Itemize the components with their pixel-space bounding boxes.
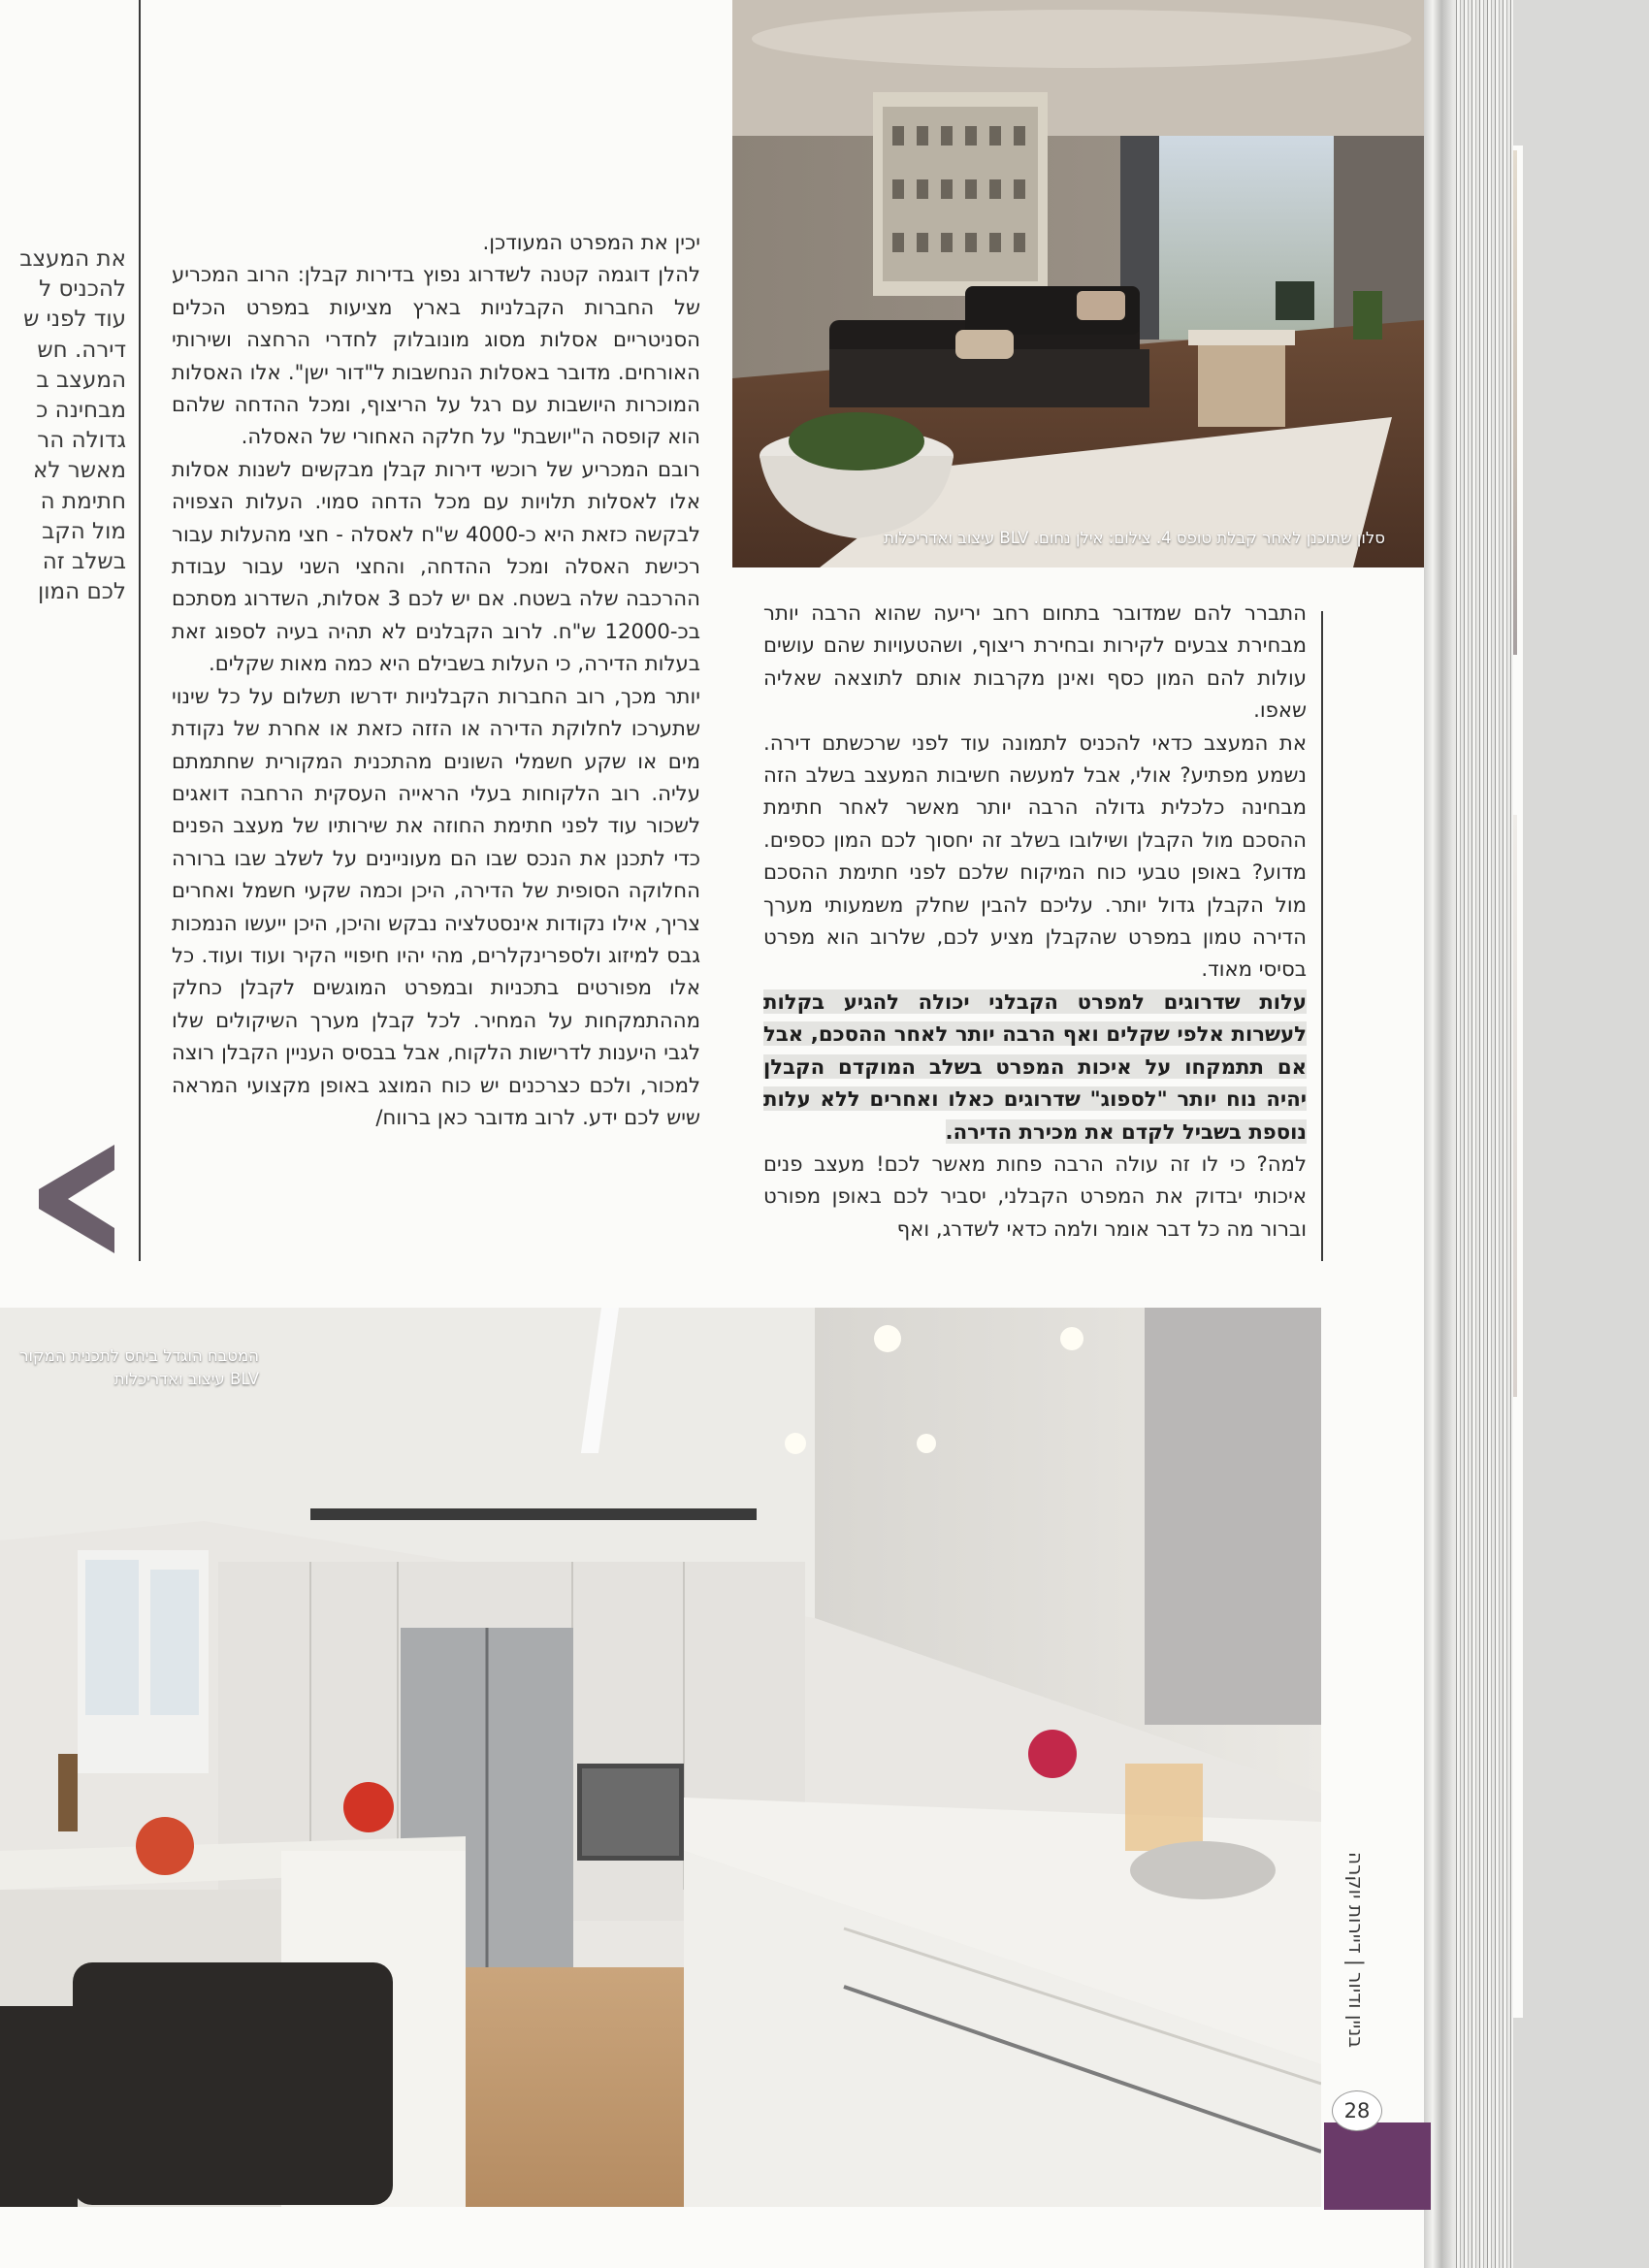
article-paragraph: את המעצב כדאי להכניס לתמונה עוד לפני שרכשתם דירה. נשמע מפתיע? אולי, אבל למעשה חשיבות המעצב בשלב הזה מבחינה כלכלית גדולה הרבה יותר מאשר לאחר חתימת ההסכם מול הקבלן ושילובו בשלב זה יחסוך לכם המון כספים. מדוע? באופן טבעי כוח המיקוח שלכם לפני חתימת ההסכם מול הקבלן גדול יותר. עליכם להבין שחלק משמעותי מערך הדירה טמון במפרט שהקבלן מציע לכם, שלרוב הוא מפרט בסיסי מאוד.	[763, 729, 1307, 982]
left-line: עוד לפני ש	[23, 307, 126, 333]
article-paragraph: רובם המכריע של רוכשי דירות קבלן מבקשים לשנות אסלות אלו לאסלות תלויות עם מכל הדחה סמוי. העלות הצפויה לבקשה כזאת היא כ-4000 ש"ח לאסלה - חצי מהעלות עבור רכישת האסלה ומכל ההדחה, והחצי השני עבור עבודת ההרכבה שלה בשטח. אם יש לכם 3 אסלות, השדרוג מסתכם בכ-12000 ש"ח. לרוב הקבלנים לא תהיה בעיה לספוג זאת בעלות הדירה, כי העלות בשבילם היא כמה מאות שקלים.	[172, 456, 700, 676]
page-spine	[1424, 0, 1453, 2268]
folio-color-block	[1324, 2122, 1431, 2210]
left-line: מבחינה כ	[36, 398, 126, 424]
kitchen-illustration	[0, 1308, 1321, 2207]
left-line: המעצב ב	[36, 367, 126, 393]
left-line: בשלב זה	[42, 549, 126, 575]
living-room-photo	[732, 0, 1424, 567]
chevron-left-icon	[39, 1145, 114, 1253]
left-line: מאשר לא	[32, 458, 126, 484]
left-line: מול הקב	[42, 518, 126, 544]
left-line: חתימת ה	[40, 488, 126, 514]
running-head-text: בניין ודיור | דיירות יוקרה	[1344, 1852, 1368, 2048]
kitchen-photo	[0, 1308, 1321, 2207]
article-column-right	[763, 597, 1307, 1262]
left-line: גדולה הר	[37, 428, 126, 454]
kitchen-caption-line1: המטבח הוגדל ביחס לתכנית המקור	[19, 1346, 259, 1365]
article-column-middle	[172, 226, 700, 1262]
article-paragraph: למה? כי לו זה עולה הרבה פחות מאשר לכם! מעצב פנים איכותי יבדוק את המפרט הקבלני, יסביר לכם באופן מפורט וברור מה כל דבר אומר ולמה כדאי לשדרג, ואף	[763, 1150, 1307, 1241]
left-line: להכניס ל	[39, 276, 126, 303]
pull-highlight: עלות שדרוגים למפרט הקבלני יכולה להגיע בקלות לעשרות אלפי שקלים ואף הרבה יותר לאחר ההסכם, אבל אם תתמקחו על איכות המפרט בשלב המוקדם הקבלן יהיה נוח יותר "לספוג" שדרוגים כאלו ואחרים ללא עלות נוספת בשביל לקדם את מכירת הדירה.	[763, 988, 1307, 1144]
left-partial-column	[0, 244, 126, 607]
kitchen-caption-line2: BLV עיצוב ואדריכלות	[113, 1370, 259, 1388]
article-paragraph: התברר להם שמדובר בתחום רחב יריעה שהוא הרבה יותר מבחירת צבעים לקירות ובחירת ריצוף, ושהטעויות שהם עושים עולות להם המון כסף ואינן מקרבות אותם לתוצאה שאליה שאפו.	[763, 600, 1307, 723]
page-stack-edge	[1453, 0, 1513, 2268]
left-line: לכם המון	[38, 579, 126, 605]
living-room-illustration	[732, 0, 1424, 567]
column-rule-right	[1321, 611, 1323, 1261]
left-line: את המעצב	[19, 246, 126, 272]
left-line: דירה. חש	[37, 337, 126, 363]
living-room-caption: סלון שתוכנן לאחר קבלת טופס 4. צילום: אילן נחום. BLV עיצוב ואדריכלות	[884, 529, 1385, 547]
article-paragraph: להלן דוגמה קטנה לשדרוג נפוץ בדירות קבלן: הרוב המכריע של החברות הקבלניות בארץ מציעות במפרט הכלים הסניטריים אסלות מסוג מונובלוק לחדרי הרחצה ושירותי האורחים. מדובר באסלות הנחשבות ל"דור ישן". אלו האסלות המוכרות היושבות עם רגל על הריצוף, ומכל ההדחה שלהם הוא קופסה ה"יושבת" על חלקה האחורי של האסלה.	[172, 262, 700, 449]
article-paragraph: יכין את המפרט המעודכן.	[482, 230, 700, 254]
running-head	[1344, 1824, 1368, 2076]
page-number: 28	[1332, 2090, 1382, 2131]
article-paragraph: יותר מכך, רוב החברות הקבלניות ידרשו תשלום על כל שינוי שתערכו לחלוקת הדירה או הזזה כזאת או אחרת של נקודת מים או שקע חשמלי השונים מהתכנית המקורית שחתמתם עליה. רוב הלקוחות בעלי הראייה העסקית הרחבה דואגים לשכור עוד לפני חתימת החוזה את שירותיו של מעצב הפנים כדי לתכנן את הנכס שבו הם מעוניינים על לשלב שבו ברורה החלוקה הסופית של הדירה, היכן וכמה שקעי חשמל ואחרים צריך, אילו נקודות אינסטלציה נבקש והיכן, היכן ייעשו הנמכות גבס למיזוג ולספרינקלרים, מהי יהיו חיפויי הקיר ועוד ועוד. כל אלו מפורטים בתכניות ובמפרט המוגשים לקבלן כחלק מההתמקחות על המחיר. לכל קבלן מערך השיקולים שלו לגבי היענות לדרישות הלקוח, אבל בבסיס העניין הקבלן רוצה למכור, ולכם כצרכנים יש כוח המוצג באופן מקצועי המראה שיש לכם ידע. לרוב מדובר כאן ברווח/	[172, 683, 700, 1129]
column-rule-left	[139, 0, 141, 1261]
